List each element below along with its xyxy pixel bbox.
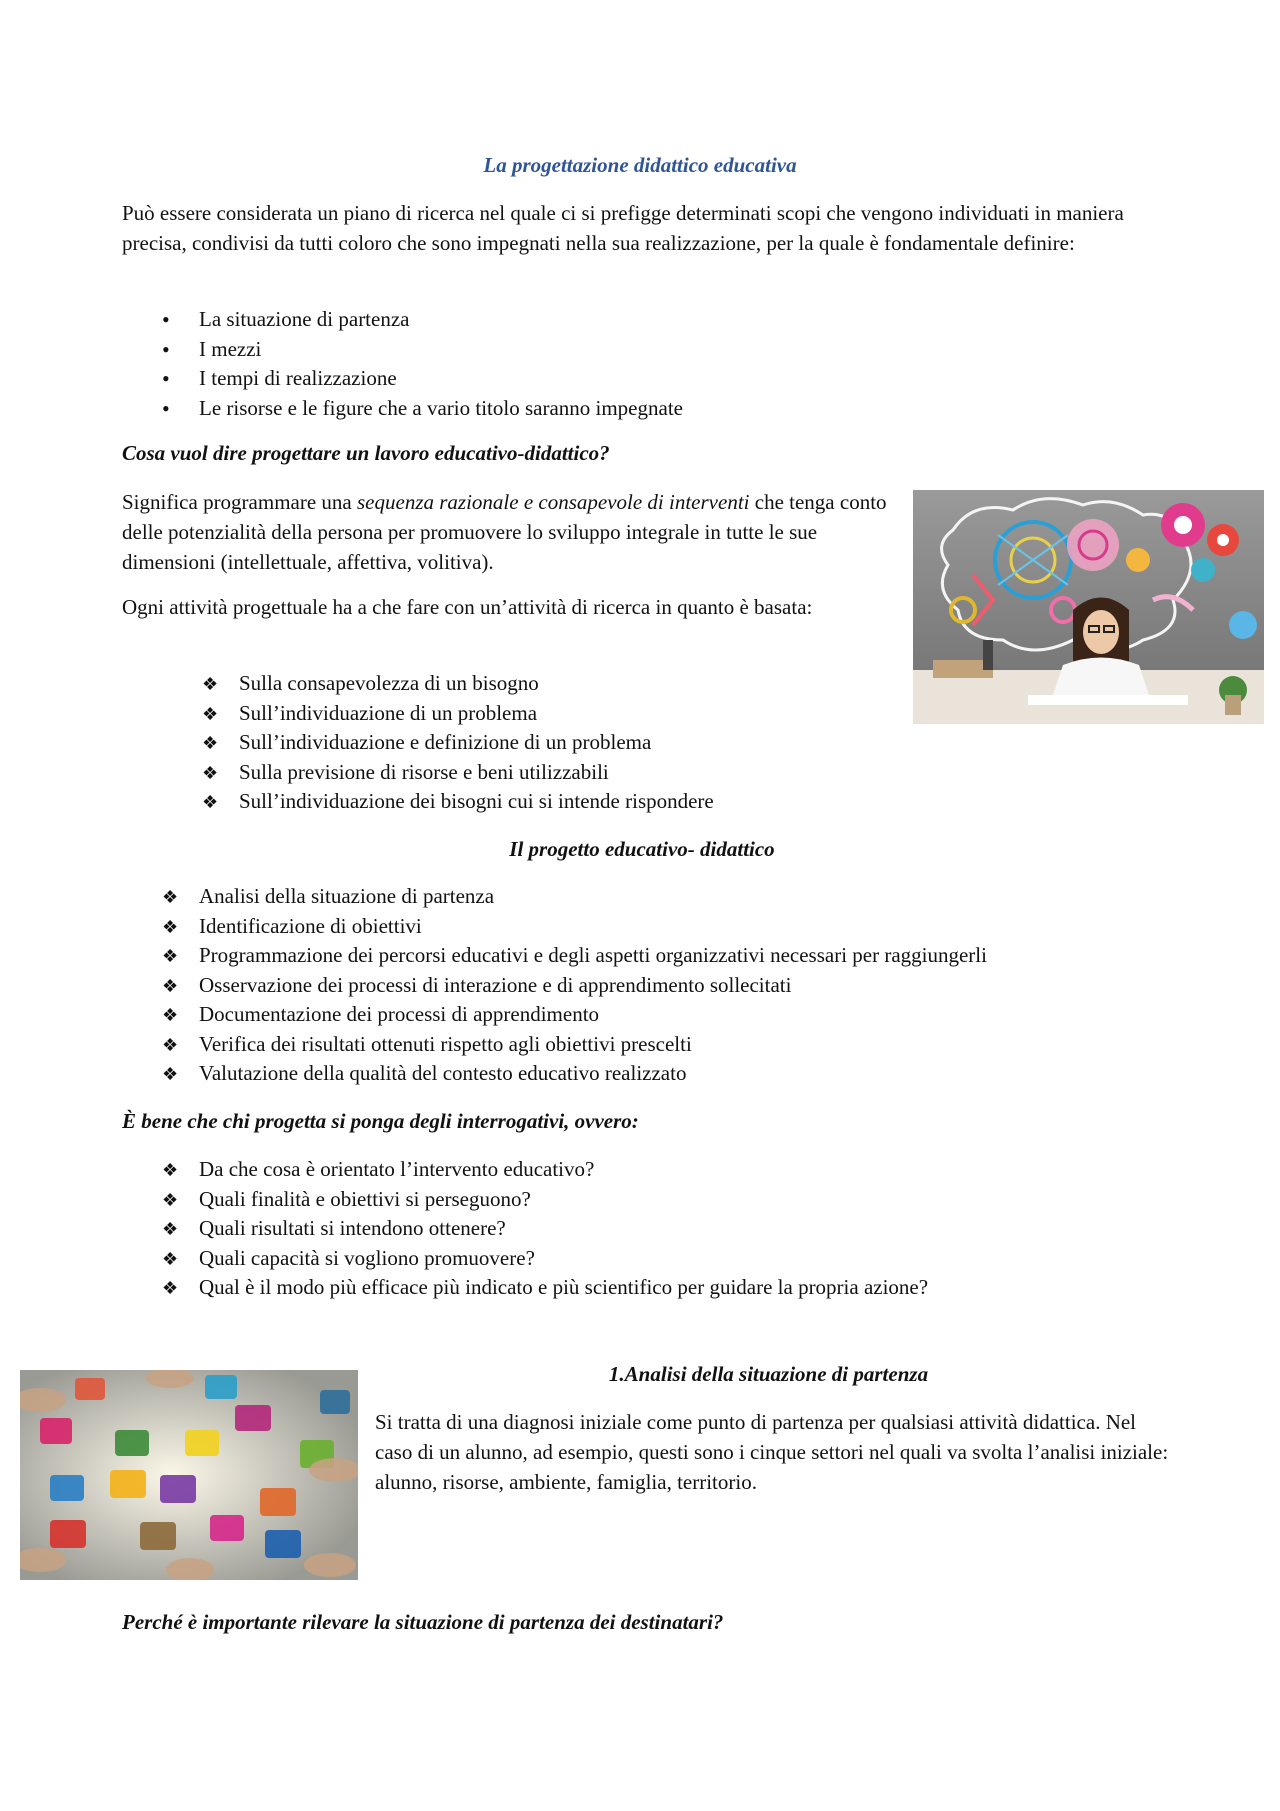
- bullet-icon: •: [162, 336, 170, 362]
- list-item: ❖ Valutazione della qualità del contesto educativo realizzato: [122, 1059, 1182, 1089]
- list-item: • La situazione di partenza: [122, 305, 1122, 335]
- diamond-bullet-icon: ❖: [162, 1160, 179, 1180]
- list-item: ❖ Sulla consapevolezza di un bisogno: [162, 669, 922, 699]
- list-item: • I mezzi: [122, 335, 1122, 365]
- list-item: ❖ Analisi della situazione di partenza: [122, 882, 1182, 912]
- bullet-icon: •: [162, 307, 170, 332]
- list-item: ❖ Sull’individuazione dei bisogni cui si intende rispondere: [162, 787, 922, 817]
- diamond-bullet-icon: ❖: [202, 733, 219, 753]
- creative-thinking-image: [913, 490, 1264, 724]
- define-list: [122, 305, 1122, 423]
- section-heading-interrogativi: È bene che chi progetta si ponga degli interrogativi, ovvero:: [122, 1109, 639, 1133]
- section-heading-progettare: Cosa vuol dire progettare un lavoro educativo-didattico?: [122, 441, 610, 465]
- ricerca-paragraph: Ogni attività progettuale ha a che fare con un’attività di ricerca in quanto è basata:: [122, 595, 813, 619]
- analisi-paragraph: Si tratta di una diagnosi iniziale come punto di partenza per qualsiasi attività didattica. Nel caso di un alunno, ad esempio, questi sono i cinque settori nel quali va svolta l’analisi iniziale: alunno, risorse, ambiente, famiglia, territorio.: [375, 1410, 1169, 1494]
- diamond-bullet-icon: ❖: [162, 1034, 179, 1055]
- diamond-bullet-icon: ❖: [162, 1005, 179, 1025]
- puzzle-hands-image: [20, 1370, 358, 1580]
- intro-paragraph: Può essere considerata un piano di ricerca nel quale ci si prefigge determinati scopi che vengono individuati in maniera precisa, condivisi da tutti coloro che sono impegnati nella sua realizzazione, per la quale è fondamentale definire:: [122, 201, 1124, 255]
- diamond-bullet-icon: ❖: [162, 1219, 179, 1239]
- diamond-bullet-icon: ❖: [162, 1064, 179, 1084]
- list-item: ❖ Osservazione dei processi di interazione e di apprendimento sollecitati: [122, 971, 1182, 1001]
- diamond-bullet-icon: ❖: [162, 946, 179, 966]
- diamond-bullet-icon: ❖: [162, 975, 179, 996]
- diamond-bullet-icon: ❖: [162, 1189, 179, 1210]
- list-item: ❖ Documentazione dei processi di apprendimento: [122, 1000, 1182, 1030]
- list-item: ❖ Programmazione dei percorsi educativi e degli aspetti organizzativi necessari per raggiungerli: [122, 941, 1182, 971]
- page-title: La progettazione didattico educativa: [483, 153, 797, 177]
- significa-paragraph: Significa programmare una sequenza razionale e consapevole di interventi che tenga conto delle potenzialità della persona per promuovere lo sviluppo integrale in tutte le sue dimensioni (intellettuale, affettiva, volitiva).: [122, 490, 887, 574]
- ricerca-list: [162, 669, 922, 817]
- progetto-list: [122, 882, 1182, 1089]
- list-item: ❖ Quali capacità si vogliono promuovere?: [122, 1244, 1182, 1274]
- list-item: • I tempi di realizzazione: [122, 364, 1122, 394]
- diamond-bullet-icon: ❖: [162, 887, 179, 907]
- diamond-bullet-icon: ❖: [202, 792, 219, 812]
- list-item: ❖ Sull’individuazione e definizione di un problema: [162, 728, 922, 758]
- diamond-bullet-icon: ❖: [202, 674, 219, 694]
- diamond-bullet-icon: ❖: [162, 916, 179, 937]
- list-item: ❖ Sulla previsione di risorse e beni utilizzabili: [162, 758, 922, 788]
- list-item: ❖ Verifica dei risultati ottenuti rispetto agli obiettivi prescelti: [122, 1030, 1182, 1060]
- section-heading-analisi: 1.Analisi della situazione di partenza: [608, 1362, 929, 1386]
- bullet-icon: •: [162, 395, 170, 421]
- list-item: • Le risorse e le figure che a vario titolo saranno impegnate: [122, 394, 1122, 424]
- diamond-bullet-icon: ❖: [202, 762, 219, 783]
- list-item: ❖ Quali finalità e obiettivi si perseguono?: [122, 1185, 1182, 1215]
- final-question-heading: Perché è importante rilevare la situazione di partenza dei destinatari?: [122, 1610, 724, 1634]
- section-heading-progetto: Il progetto educativo- didattico: [509, 837, 775, 861]
- diamond-bullet-icon: ❖: [202, 703, 219, 724]
- diamond-bullet-icon: ❖: [162, 1248, 179, 1269]
- list-item: ❖ Da che cosa è orientato l’intervento educativo?: [122, 1155, 1182, 1185]
- list-item: ❖ Qual è il modo più efficace più indicato e più scientifico per guidare la propria azione?: [122, 1273, 1182, 1303]
- list-item: ❖ Identificazione di obiettivi: [122, 912, 1182, 942]
- diamond-bullet-icon: ❖: [162, 1278, 179, 1298]
- bullet-icon: •: [162, 366, 170, 391]
- interrogativi-list: [122, 1155, 1182, 1303]
- list-item: ❖ Sull’individuazione di un problema: [162, 699, 922, 729]
- list-item: ❖ Quali risultati si intendono ottenere?: [122, 1214, 1182, 1244]
